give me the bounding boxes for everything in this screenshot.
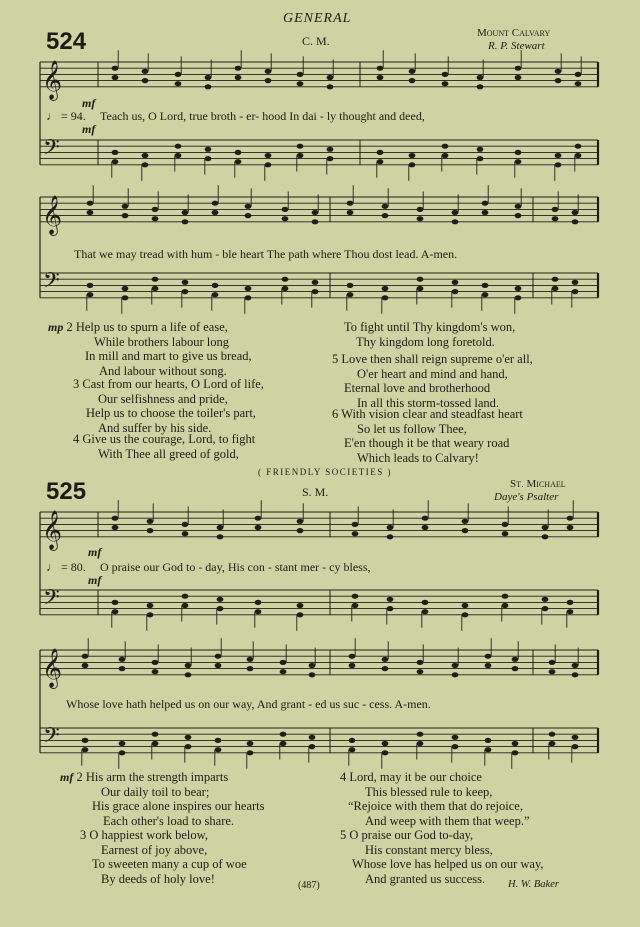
system-525-1-treble-clef: 𝄞 [42, 509, 63, 550]
system-524-1-note [555, 153, 562, 158]
system-524-1-note [205, 84, 212, 89]
system-524-2-note [572, 219, 579, 224]
system-524-2-note [282, 286, 289, 291]
system-524-2-note [282, 207, 289, 212]
system-524-1-note [112, 159, 119, 164]
system-525-2-note [417, 660, 424, 665]
system-525-2-note [185, 735, 192, 740]
system-524-1-note [112, 150, 119, 155]
system-524-2-note [245, 286, 252, 291]
system-525-1-note [567, 609, 574, 614]
system-525-1-note [352, 531, 359, 536]
system-524-2-note [417, 207, 424, 212]
system-524-1-note [442, 81, 449, 86]
verse-524-4: 4 Give us the courage, Lord, to fight With Thee all greed of gold, [73, 432, 256, 461]
system-525-1-note [502, 594, 509, 599]
system-525-1-note [567, 525, 574, 530]
system-525-2-note [512, 750, 519, 755]
system-524-1-note [205, 147, 212, 152]
system-525-1-note [502, 531, 509, 536]
system-525-2-note [82, 663, 89, 668]
system-525-2-note [82, 738, 89, 743]
system-525-2-note [309, 672, 316, 677]
system-525-1-note [422, 525, 429, 530]
system-525-2-note [82, 654, 89, 659]
system-525-2-note [417, 669, 424, 674]
meter-524: C. M. [302, 34, 330, 48]
system-525-1-note [147, 519, 154, 524]
system-525-2-note [485, 747, 492, 752]
system-524-1-note [515, 75, 522, 80]
system-524-2-note [452, 210, 459, 215]
system-525-1-note [462, 612, 469, 617]
system-524-1-note [575, 153, 582, 158]
system-525-2-note [309, 663, 316, 668]
system-525-2-note [280, 669, 287, 674]
verse-524-4-cont: To fight until Thy kingdom's won, Thy kingdom long foretold. [344, 320, 516, 349]
system-524-2-note [122, 295, 129, 300]
system-525-2-note [452, 663, 459, 668]
hymn-number-525: 525 [46, 478, 87, 505]
system-525-1-note [502, 603, 509, 608]
system-525-2-note [349, 654, 356, 659]
system-524-1-note [265, 153, 272, 158]
system-524-1-note [175, 153, 182, 158]
system-524-2-note [182, 289, 189, 294]
system-525-2-note [215, 738, 222, 743]
system-524-2-note [182, 210, 189, 215]
system-525-2-note [152, 660, 159, 665]
system-524-2-bass-clef: 𝄢 [43, 268, 60, 299]
system-524-1-note [327, 156, 334, 161]
system-524-2-note [482, 283, 489, 288]
system-524-1-note [235, 66, 242, 71]
system-524-2-note [572, 280, 579, 285]
system-525-2-note [549, 732, 556, 737]
system-524-2-note [515, 213, 522, 218]
system-525-2-note [452, 744, 459, 749]
subtitle-525: ( FRIENDLY SOCIETIES ) [258, 467, 393, 477]
section-title: GENERAL [283, 11, 352, 26]
system-524-1-note [297, 72, 304, 77]
system-525-1-note [542, 606, 549, 611]
system-525-2-note [82, 747, 89, 752]
system-525-2-note [485, 654, 492, 659]
system-524-2-note [417, 277, 424, 282]
system-525-1-note [352, 522, 359, 527]
system-524-2-note [182, 280, 189, 285]
system-524-2-note [122, 286, 129, 291]
system-525-1-note [462, 528, 469, 533]
system-524-2-treble-clef: 𝄞 [42, 194, 63, 235]
system-525-1-note [182, 522, 189, 527]
system-525-2-note [247, 741, 254, 746]
hymn-number-524: 524 [46, 28, 87, 55]
system-524-2-note [282, 216, 289, 221]
system-525-2-note [382, 657, 389, 662]
system-524-1-note [175, 81, 182, 86]
system-524-1-note [409, 78, 416, 83]
system-525-2-note [247, 657, 254, 662]
system-525-1-note [182, 603, 189, 608]
system-525-2-note [349, 663, 356, 668]
system-525-1-note [255, 516, 262, 521]
system-525-1-note [387, 525, 394, 530]
system-524-1-note [205, 75, 212, 80]
system-525-1-note [502, 522, 509, 527]
system-525-1-note [567, 600, 574, 605]
system-525-1-note [297, 519, 304, 524]
verse-525-3: 3 O happiest work below, Earnest of joy above, To sweeten many a cup of woe By deeds of holy love! [80, 828, 247, 886]
tempo-524: ♩ = 94. [46, 109, 86, 123]
tempo-525: ♩ = 80. [46, 560, 86, 574]
system-525-2-note [280, 741, 287, 746]
system-525-2-note [512, 666, 519, 671]
system-524-2-note [87, 201, 94, 206]
dynamic-525-bass: mf [88, 573, 102, 587]
system-525-1-note [112, 600, 119, 605]
system-524-1-note [515, 150, 522, 155]
system-524-1-note [515, 66, 522, 71]
lyrics-525-line2: Whose love hath helped us on our way, And grant - ed us suc - cess. A-men. [66, 697, 431, 711]
system-525-1-note [387, 534, 394, 539]
system-524-2-note [87, 292, 94, 297]
system-524-1-note [112, 75, 119, 80]
system-525-2-note [485, 738, 492, 743]
system-524-2-note [312, 280, 319, 285]
system-524-2-note [312, 210, 319, 215]
system-525-2-note [215, 654, 222, 659]
dynamic-524-bass: mf [82, 122, 96, 136]
system-525-2-note [572, 663, 579, 668]
system-525-2-note [572, 672, 579, 677]
system-524-2-note [312, 289, 319, 294]
system-524-1-note [477, 84, 484, 89]
composer-524: R. P. Stewart [488, 40, 545, 52]
system-525-1-note [112, 516, 119, 521]
system-524-1-note [235, 150, 242, 155]
system-525-1-note [462, 519, 469, 524]
tune-name-524: Mount Calvary [477, 27, 551, 39]
system-524-1-note [327, 147, 334, 152]
system-525-1-note [255, 609, 262, 614]
system-524-2-note [152, 277, 159, 282]
system-524-2-note [87, 283, 94, 288]
system-524-1-note [175, 144, 182, 149]
system-525-2-note [119, 750, 126, 755]
system-524-2-note [515, 204, 522, 209]
system-524-2-note [417, 216, 424, 221]
system-524-1-note [265, 162, 272, 167]
text-author-525: H. W. Baker [508, 879, 559, 890]
system-525-2-note [349, 738, 356, 743]
system-524-2-note [515, 295, 522, 300]
system-524-2-note [212, 210, 219, 215]
system-524-1-note [235, 75, 242, 80]
system-525-2-note [309, 744, 316, 749]
system-525-1-note [255, 600, 262, 605]
system-524-2-note [347, 292, 354, 297]
system-525-1-note [182, 531, 189, 536]
system-525-2-note [119, 741, 126, 746]
system-525-2-note [549, 660, 556, 665]
system-525-1-note [297, 612, 304, 617]
system-524-2-note [245, 204, 252, 209]
system-524-2-note [382, 295, 389, 300]
lyrics-524-line1: Teach us, O Lord, true broth - er- hood In dai - ly thought and deed, [100, 109, 425, 123]
system-524-2-note [212, 283, 219, 288]
system-525-2-note [152, 741, 159, 746]
system-524-2-note [122, 204, 129, 209]
system-524-1-note [442, 153, 449, 158]
system-525-2-note [247, 666, 254, 671]
system-525-2-note [215, 663, 222, 668]
verse-524-5: 5 Love then shall reign supreme o'er all, O'er heart and mind and hand, Eternal love and brotherhood In all this storm-tossed land. [332, 352, 533, 410]
system-525-1-note [112, 609, 119, 614]
system-525-1-note [147, 603, 154, 608]
system-525-2-note [572, 744, 579, 749]
system-525-2-note [119, 657, 126, 662]
system-525-2-note [417, 732, 424, 737]
verse-525-2: mf 2 His arm the strength imparts Our daily toil to bear; His grace alone inspires our hearts Each other's load to share. [60, 770, 265, 828]
system-525-2-bass-clef: 𝄢 [43, 723, 60, 754]
system-524-2-note [552, 277, 559, 282]
system-525-1-note [255, 525, 262, 530]
system-525-2-note [152, 669, 159, 674]
system-525-1-note [147, 612, 154, 617]
system-525-1-note [352, 594, 359, 599]
system-524-2-note [452, 280, 459, 285]
system-524-2-note [482, 292, 489, 297]
system-525-2-note [349, 747, 356, 752]
system-524-1-note [477, 75, 484, 80]
system-525-2-note [512, 741, 519, 746]
system-524-2-note [515, 286, 522, 291]
system-525-2-note [247, 750, 254, 755]
system-525-1-note [217, 597, 224, 602]
system-525-2-note [382, 741, 389, 746]
system-524-1-note [327, 84, 334, 89]
system-524-1-note [265, 78, 272, 83]
system-524-1-note [442, 72, 449, 77]
system-525-1-note [542, 525, 549, 530]
system-525-1-note [217, 525, 224, 530]
system-524-2-note [482, 201, 489, 206]
system-524-2-note [152, 286, 159, 291]
system-524-2-note [382, 213, 389, 218]
system-524-1-note [265, 69, 272, 74]
system-524-1-treble-clef: 𝄞 [42, 59, 63, 100]
system-525-1-note [352, 603, 359, 608]
system-524-1-note [142, 78, 149, 83]
system-525-2-note [280, 660, 287, 665]
system-524-2-note [482, 210, 489, 215]
system-525-1-note [542, 534, 549, 539]
system-525-1-note [542, 597, 549, 602]
system-524-1-note [442, 144, 449, 149]
system-524-2-note [312, 219, 319, 224]
system-525-2-note [119, 666, 126, 671]
system-525-1-note [182, 594, 189, 599]
system-524-1-note [142, 162, 149, 167]
system-525-1-bass-clef: 𝄢 [43, 585, 60, 616]
page-number: (487) [298, 880, 320, 891]
system-524-2-note [152, 207, 159, 212]
system-525-2-note [185, 744, 192, 749]
system-524-1-note [377, 150, 384, 155]
system-525-2-note [452, 735, 459, 740]
system-524-2-note [552, 286, 559, 291]
system-524-1-note [575, 72, 582, 77]
system-525-1-note [217, 534, 224, 539]
system-524-1-note [409, 69, 416, 74]
system-524-1-note [297, 81, 304, 86]
system-525-1-note [422, 609, 429, 614]
system-524-2-note [245, 213, 252, 218]
system-524-1-note [297, 153, 304, 158]
system-524-2-note [87, 210, 94, 215]
system-524-2-note [572, 210, 579, 215]
verse-524-3: 3 Cast from our hearts, O Lord of life, Our selfishness and pride, Help us to choose the toiler's part, And suffer by his side. [73, 377, 264, 435]
system-524-1-note [377, 75, 384, 80]
system-525-2-note [452, 672, 459, 677]
system-525-2-note [185, 663, 192, 668]
system-524-1-note [575, 81, 582, 86]
system-524-1-note [477, 156, 484, 161]
system-524-2-note [212, 292, 219, 297]
system-525-2-note [309, 735, 316, 740]
system-524-1-note [175, 72, 182, 77]
system-524-1-note [235, 159, 242, 164]
system-524-1-note [409, 153, 416, 158]
system-524-2-note [347, 201, 354, 206]
system-525-2-note [185, 672, 192, 677]
system-524-1-note [515, 159, 522, 164]
system-525-2-note [152, 732, 159, 737]
system-524-2-note [552, 216, 559, 221]
system-524-1-note [377, 66, 384, 71]
tune-name-525: St. Michael [510, 478, 566, 490]
system-524-2-note [245, 295, 252, 300]
system-525-2-note [417, 741, 424, 746]
system-524-1-note [112, 66, 119, 71]
system-525-1-note [297, 603, 304, 608]
system-524-2-note [212, 201, 219, 206]
system-525-1-note [297, 528, 304, 533]
system-525-1-note [387, 606, 394, 611]
system-525-2-note [215, 747, 222, 752]
lyrics-524-line2: That we may tread with hum - ble heart The path where Thou dost lead. A-men. [74, 247, 458, 261]
system-525-2-note [382, 750, 389, 755]
lyrics-525-line1: O praise our God to - day, His con - stant mer - cy bless, [100, 560, 371, 574]
system-524-1-note [142, 69, 149, 74]
system-524-2-note [182, 219, 189, 224]
system-525-1-note [462, 603, 469, 608]
system-525-2-note [280, 732, 287, 737]
verse-525-5: 5 O praise our God to-day, His constant mercy bless, Whose love has helped us on our way, And granted us success. [340, 828, 544, 886]
system-524-1-note [409, 162, 416, 167]
system-524-2-note [152, 216, 159, 221]
system-524-2-note [347, 210, 354, 215]
system-524-1-note [377, 159, 384, 164]
meter-525: S. M. [302, 485, 329, 499]
system-525-1-note [147, 528, 154, 533]
system-524-2-note [452, 219, 459, 224]
dynamic-525-treble: mf [88, 545, 102, 559]
system-524-1-note [555, 78, 562, 83]
system-525-1-note [422, 516, 429, 521]
system-525-2-note [485, 663, 492, 668]
verse-524-6: 6 With vision clear and steadfast heart So let us follow Thee, E'en though it be that weary road Which leads to Calvary! [332, 407, 523, 465]
system-525-1-note [422, 600, 429, 605]
system-525-2-note [572, 735, 579, 740]
system-525-2-note [512, 657, 519, 662]
system-524-2-note [417, 286, 424, 291]
system-525-1-note [567, 516, 574, 521]
system-524-1-note [327, 75, 334, 80]
system-524-2-note [552, 207, 559, 212]
system-524-2-note [122, 213, 129, 218]
system-524-1-note [477, 147, 484, 152]
dynamic-524-treble: mf [82, 96, 96, 110]
system-524-2-note [282, 277, 289, 282]
system-525-2-note [382, 666, 389, 671]
system-525-2-note [549, 741, 556, 746]
system-524-1-note [555, 162, 562, 167]
system-525-1-note [112, 525, 119, 530]
system-525-1-note [387, 597, 394, 602]
system-525-2-treble-clef: 𝄞 [42, 647, 63, 688]
system-524-1-bass-clef: 𝄢 [43, 135, 60, 166]
verse-525-4: 4 Lord, may it be our choice This blessed rule to keep, “Rejoice with them that do rejoice, And weep with them that weep.” [340, 770, 530, 828]
system-525-1-note [217, 606, 224, 611]
system-524-1-note [555, 69, 562, 74]
system-524-2-note [572, 289, 579, 294]
composer-525: Daye's Psalter [494, 491, 559, 503]
system-525-2-note [549, 669, 556, 674]
system-524-2-note [382, 204, 389, 209]
system-524-1-note [205, 156, 212, 161]
system-524-2-note [347, 283, 354, 288]
system-524-2-note [452, 289, 459, 294]
verse-524-2: mp 2 Help us to spurn a life of ease, While brothers labour long In mill and mart to give us bread, And labour without song. [48, 320, 252, 378]
system-524-1-note [575, 144, 582, 149]
system-524-1-note [142, 153, 149, 158]
system-524-1-note [297, 144, 304, 149]
system-524-2-note [382, 286, 389, 291]
